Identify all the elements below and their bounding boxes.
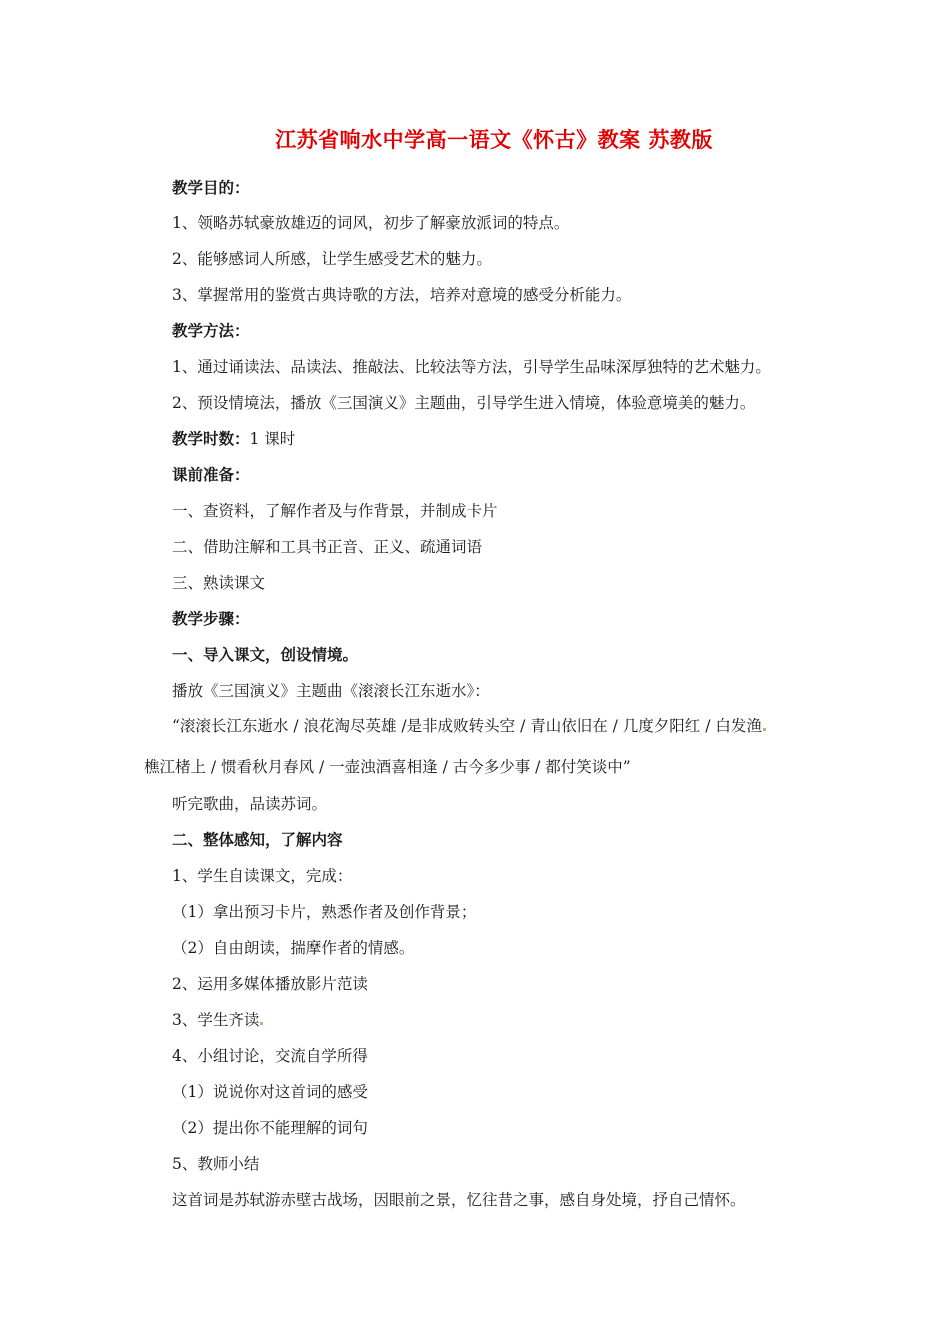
lyrics-line-text: “滚滚长江东逝水 / 浪花淘尽英雄 /是非成败转头空 / 青山依旧在 / 几度夕阳红 / 白发渔 [172,717,762,735]
step2-item: 4、小组讨论，交流自学所得 [172,1047,368,1065]
teaching-hours [172,429,295,449]
mark-dot [763,728,766,731]
step2-item: （1）拿出预习卡片，熟悉作者及创作背景； [172,903,477,921]
step2-item: （2）自由朗读，揣摩作者的情感。 [172,939,415,957]
step2-item [172,1010,263,1030]
step2-heading: 二、整体感知，了解内容 [172,831,343,849]
objective-item: 2、能够感词人所感，让学生感受艺术的魅力。 [172,250,492,268]
mark-dot [260,1022,263,1025]
step1-after: 听完歌曲，品读苏词。 [172,795,328,813]
steps-heading: 教学步骤： [172,610,250,628]
step1-heading: 一、导入课文，创设情境。 [172,646,359,664]
prep-item: 二、借助注解和工具书正音、正义、疏通词语 [172,538,483,556]
summary-text: 这首词是苏轼游赤壁古战场，因眼前之景，忆往昔之事，感自身处境，抒自己情怀。 [172,1191,746,1209]
method-item: 2、预设情境法，播放《三国演义》主题曲，引导学生进入情境，体验意境美的魅力。 [172,394,756,412]
objective-item: 3、掌握常用的鉴赏古典诗歌的方法，培养对意境的感受分析能力。 [172,286,632,304]
prep-item: 三、熟读课文 [172,574,266,592]
step2-item: （2）提出你不能理解的词句 [172,1119,368,1137]
prep-item: 一、查资料，了解作者及与作背景，并制成卡片 [172,502,498,520]
method-item: 1、通过诵读法、品读法、推敲法、比较法等方法，引导学生品味深厚独特的艺术魅力。 [172,358,771,376]
lyrics-line [172,716,766,736]
step2-item-text: 3、学生齐读 [172,1011,260,1029]
step2-item: 1、学生自读课文，完成： [172,867,353,885]
methods-heading: 教学方法： [172,322,250,340]
objective-item: 1、领略苏轼豪放雄迈的词风，初步了解豪放派词的特点。 [172,214,570,232]
objectives-heading: 教学目的： [172,179,250,197]
step2-item: （1）说说你对这首词的感受 [172,1083,368,1101]
document-title: 江苏省响水中学高一语文《怀古》教案 苏教版 [275,128,713,152]
hours-value: 1 课时 [249,430,296,448]
step2-item: 2、运用多媒体播放影片范读 [172,975,368,993]
lyrics-line: 樵江楮上 / 惯看秋月春风 / 一壶浊酒喜相逢 / 古今多少事 / 都付笑谈中” [144,758,631,776]
step1-intro: 播放《三国演义》主题曲《滚滚长江东逝水》： [172,682,490,700]
hours-label: 教学时数： [172,430,250,448]
step2-item: 5、教师小结 [172,1155,260,1173]
prep-heading: 课前准备： [172,466,250,484]
